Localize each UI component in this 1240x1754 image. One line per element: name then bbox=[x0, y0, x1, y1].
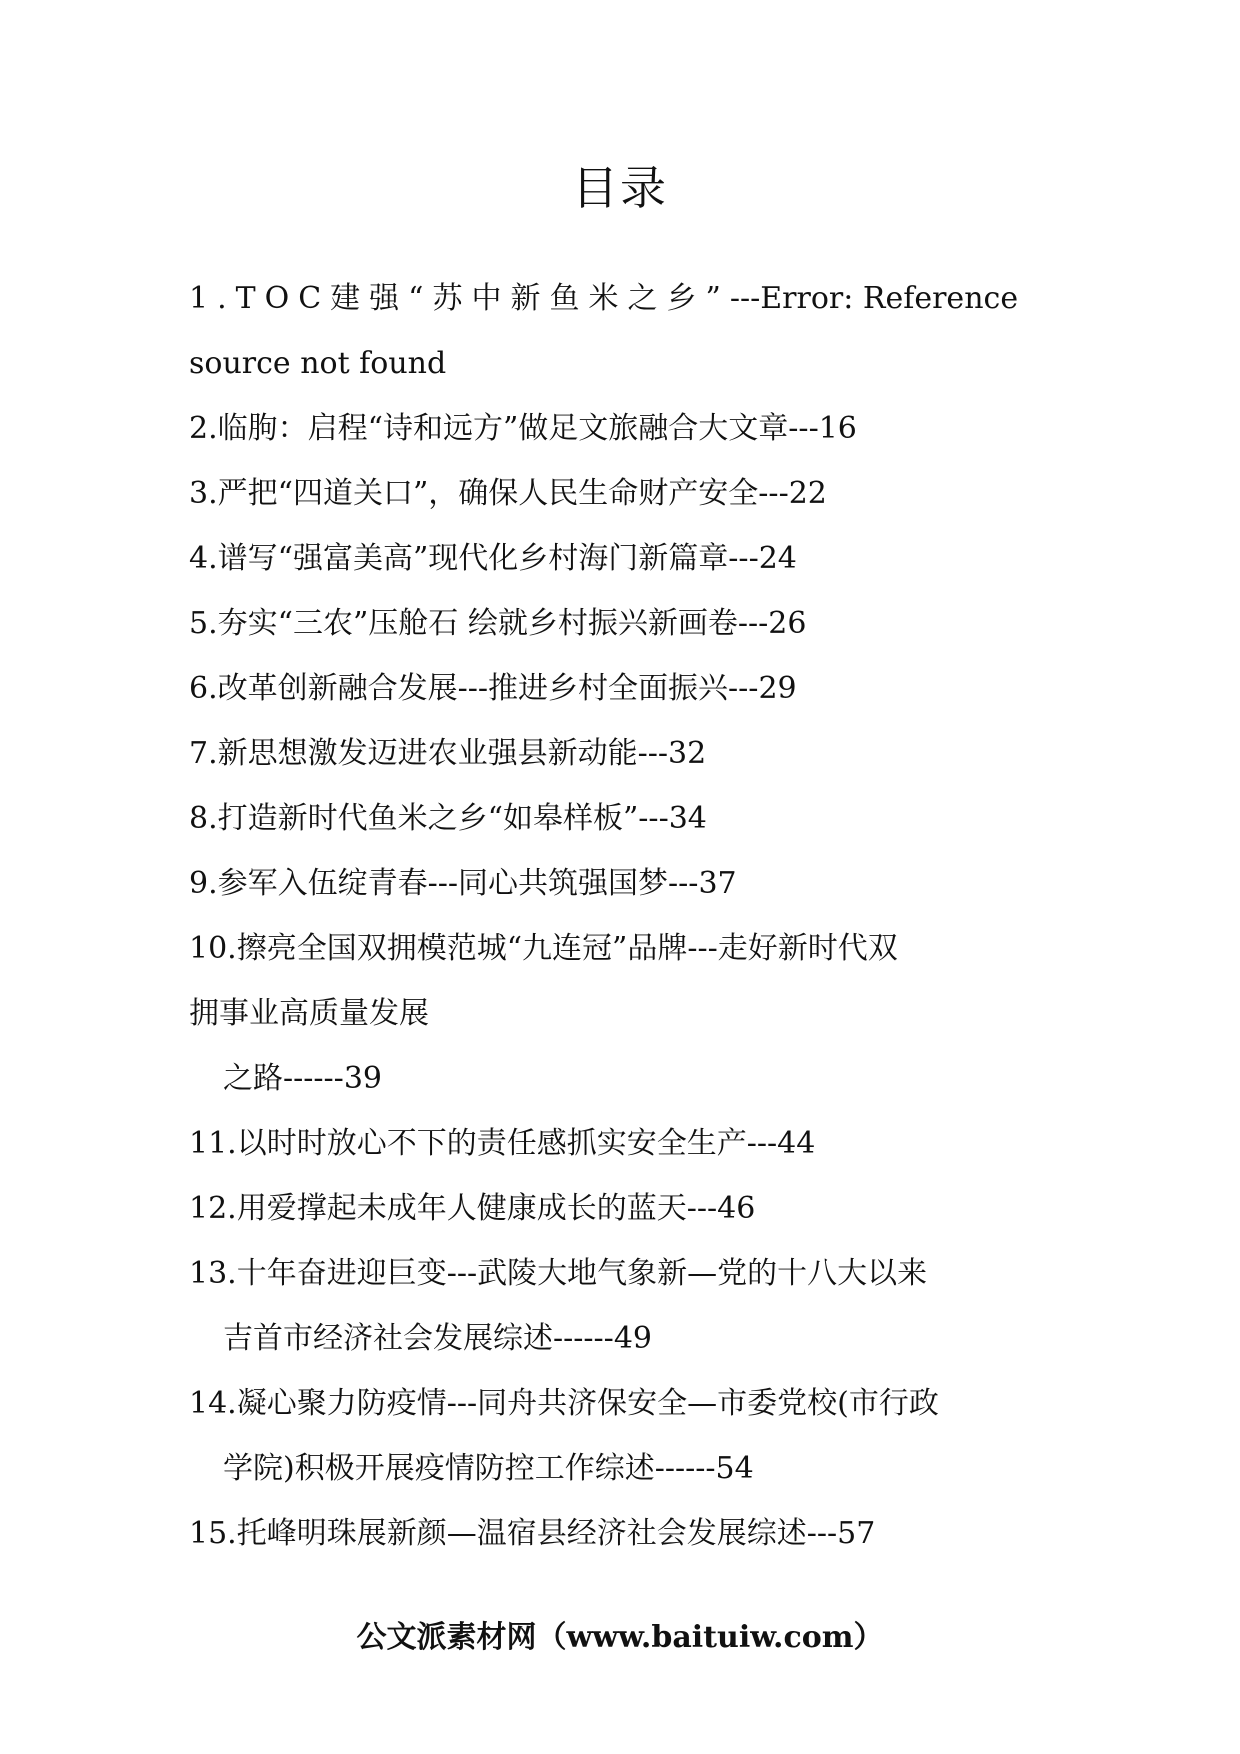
toc-entry-8[interactable]: 8.打造新时代鱼米之乡“如皋样板”---34 bbox=[189, 801, 707, 836]
toc-entry-12[interactable]: 12.用爱撑起未成年人健康成长的蓝天---46 bbox=[189, 1191, 756, 1226]
toc-entry-13-cont: 吉首市经济社会发展综述------49 bbox=[223, 1321, 652, 1356]
toc-entry-10[interactable]: 10.擦亮全国双拥模范城“九连冠”品牌---走好新时代双 bbox=[189, 931, 898, 966]
toc-entry-7[interactable]: 7.新思想激发迈进农业强县新动能---32 bbox=[189, 736, 707, 771]
toc-entry-1[interactable] bbox=[189, 266, 1059, 331]
toc-entry-1-cont: source not found bbox=[189, 346, 447, 381]
page-title: 目录 bbox=[572, 161, 668, 215]
toc-entry-9[interactable]: 9.参军入伍绽青春---同心共筑强国梦---37 bbox=[189, 866, 737, 901]
toc-entry-10-page: 之路------39 bbox=[223, 1061, 382, 1096]
toc-entry-4[interactable]: 4.谱写“强富美高”现代化乡村海门新篇章---24 bbox=[189, 541, 797, 576]
table-of-contents bbox=[189, 266, 1059, 1566]
toc-entry-14-cont: 学院)积极开展疫情防控工作综述------54 bbox=[223, 1451, 754, 1486]
footer-source: 公文派素材网（www.baituiw.com） bbox=[356, 1620, 884, 1655]
toc-entry-5[interactable]: 5.夯实“三农”压舱石 绘就乡村振兴新画卷---26 bbox=[189, 606, 807, 641]
toc-entry-10-cont: 拥事业高质量发展 bbox=[189, 996, 429, 1031]
toc-entry-2[interactable]: 2.临朐：启程“诗和远方”做足文旅融合大文章---16 bbox=[189, 411, 857, 446]
toc-entry-1-ref: ---Error: Reference bbox=[729, 281, 1019, 316]
toc-entry-15[interactable]: 15.托峰明珠展新颜—温宿县经济社会发展综述---57 bbox=[189, 1516, 876, 1551]
toc-entry-1-title: 1.TOC建强“苏中新鱼米之乡” bbox=[189, 281, 730, 316]
toc-entry-11[interactable]: 11.以时时放心不下的责任感抓实安全生产---44 bbox=[189, 1126, 816, 1161]
toc-entry-13[interactable]: 13.十年奋进迎巨变---武陵大地气象新—党的十八大以来 bbox=[189, 1256, 928, 1291]
toc-entry-14[interactable]: 14.凝心聚力防疫情---同舟共济保安全—市委党校(市行政 bbox=[189, 1386, 939, 1421]
toc-entry-6[interactable]: 6.改革创新融合发展---推进乡村全面振兴---29 bbox=[189, 671, 797, 706]
toc-entry-3[interactable]: 3.严把“四道关口”，确保人民生命财产安全---22 bbox=[189, 476, 827, 511]
